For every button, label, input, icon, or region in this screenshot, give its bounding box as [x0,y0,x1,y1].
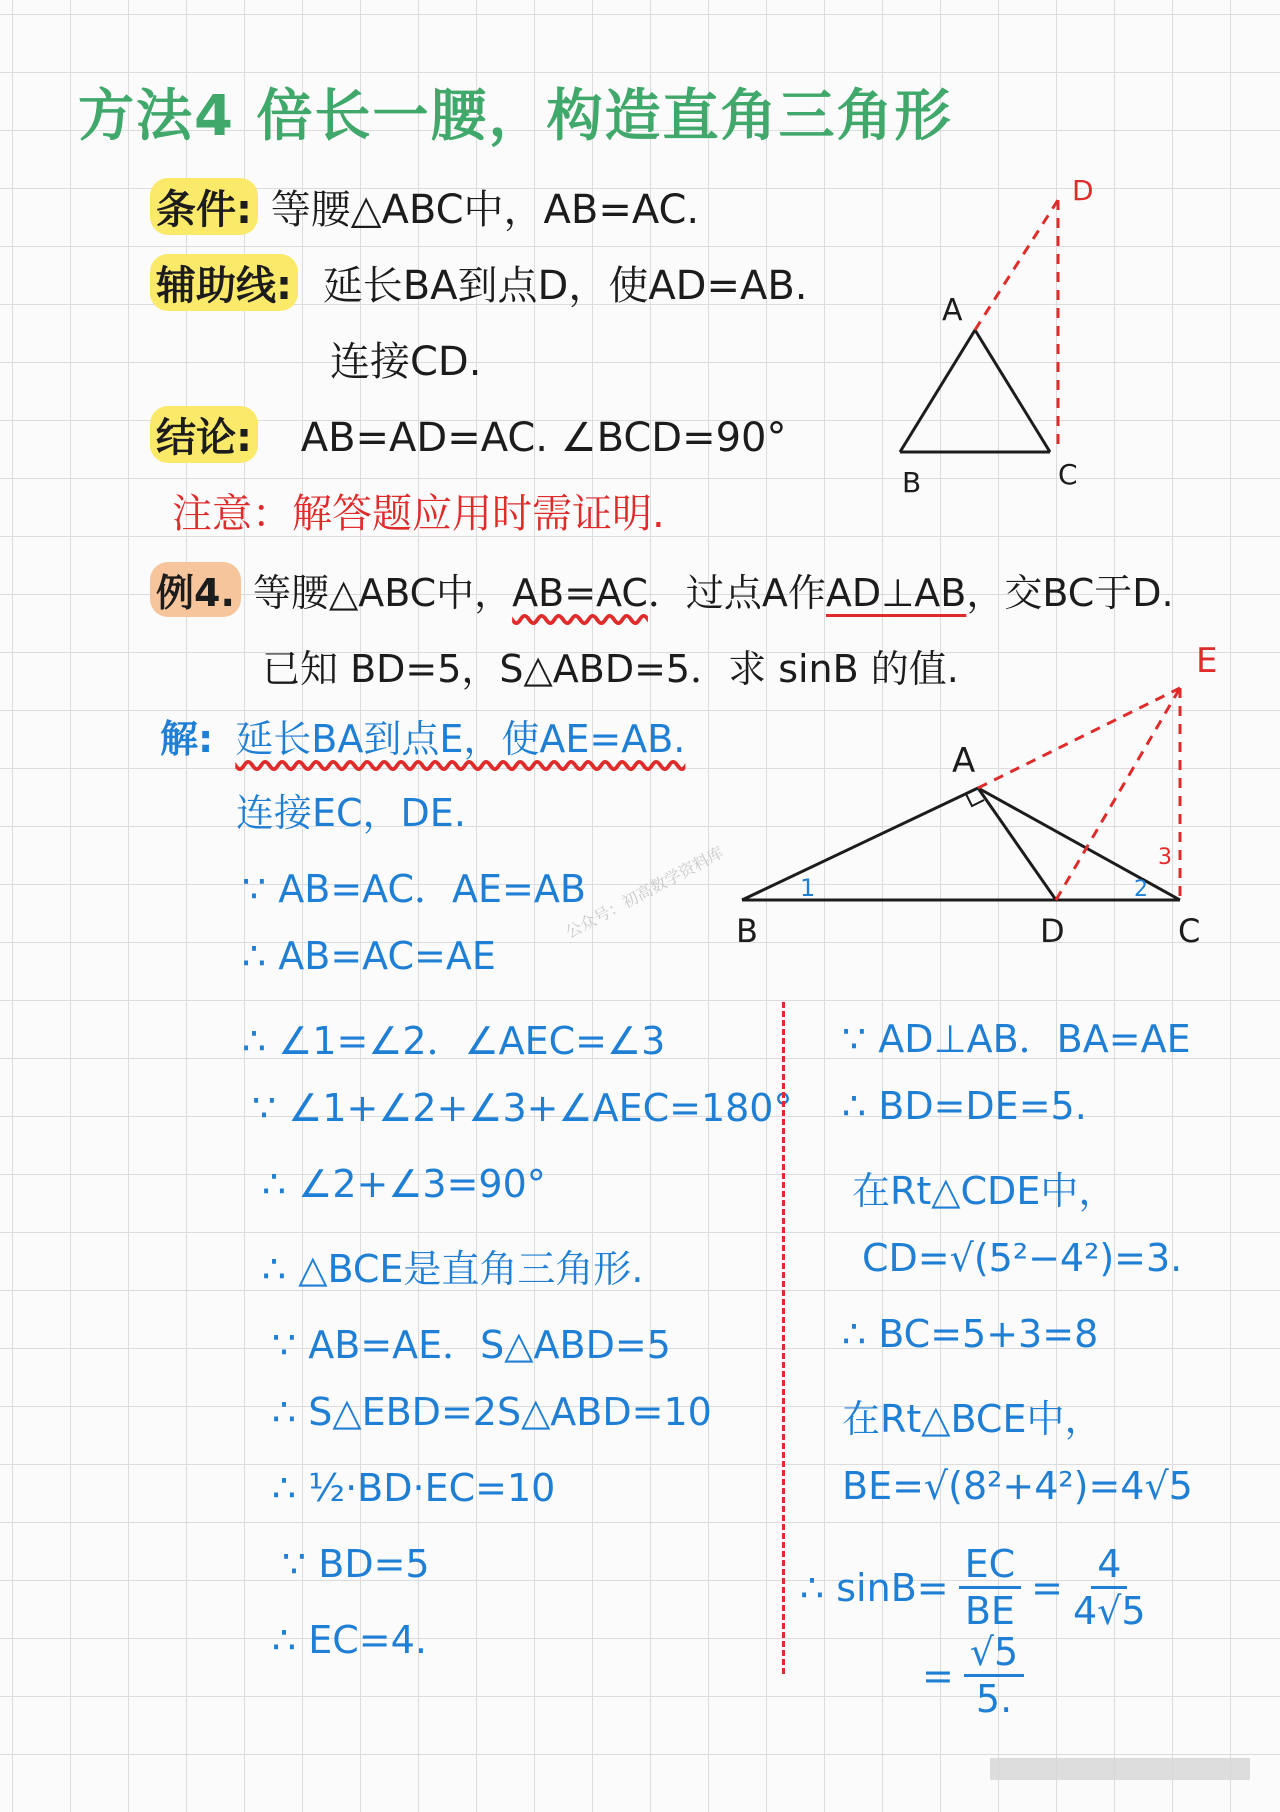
angle-label-3: 3 [1158,845,1172,870]
left-step: ∴ ½·BD·EC=10 [272,1466,556,1510]
condition-label: 条件: [150,178,258,235]
left-step: ∴ ∠2+∠3=90° [262,1162,546,1206]
page-title: 方法4 倍长一腰，构造直角三角形 [78,84,953,149]
aux-line [150,254,808,311]
solution-text-2: 连接EC，DE. [236,791,466,835]
left-step: ∵ AB=AE．S△ABD=5 [272,1323,671,1367]
fraction-root5-5 [964,1630,1024,1721]
right-step: CD=√(5²−4²)=3. [862,1236,1183,1280]
final-result [922,1630,1024,1721]
right-step: ∵ AD⊥AB．BA=AE [842,1017,1191,1061]
fraction-denominator: 4√5 [1073,1589,1146,1633]
figure-1-diagram [880,170,1120,500]
aux-text-2: 连接CD. [330,339,482,385]
segment-ad [978,788,1056,900]
right-step: BE=√(8²+4²)=4√5 [842,1464,1193,1508]
left-step: ∵ AB=AC．AE=AB [242,867,586,911]
aux-text-1: 延长BA到点D，使AD=AB. [322,263,808,309]
column-divider [782,1002,785,1674]
right-angle-mark-a [966,794,984,806]
left-step: ∵ ∠1+∠2+∠3+∠AEC=180° [252,1086,793,1130]
condition-line [150,178,699,235]
vertex-label-c: C [1178,912,1201,950]
example-label: 例4. [150,562,241,617]
segment-ac [978,788,1180,900]
aux-label: 辅助线: [150,254,298,311]
conclusion-label: 结论: [150,406,258,463]
fraction-denominator: BE [964,1589,1015,1633]
solution-line-1 [160,708,685,763]
angle-label-2: 2 [1134,877,1148,902]
note-text: 注意：解答题应用时需证明. [172,491,665,537]
example-text-1b: AB=AC [512,571,648,615]
vertex-label-a: A [952,741,976,781]
vertex-label-b: B [736,912,758,950]
segment-ab [900,330,975,452]
left-step: ∴ △BCE是直角三角形. [262,1247,644,1291]
vertex-label-d: D [1072,174,1094,207]
left-step: ∴ S△EBD=2S△ABD=10 [272,1390,712,1434]
solution-label: 解: [160,717,214,761]
fraction-ec-be [959,1542,1022,1633]
condition-text: 等腰△ABC中，AB=AC. [270,187,700,233]
example-text-2: 已知 BD=5，S△ABD=5．求 sinB 的值. [262,647,959,691]
example-text-1d: AD⊥AB [825,571,967,615]
segment-ab [742,788,978,900]
vertex-label-c: C [1058,458,1078,491]
fraction-denominator: 5. [975,1677,1013,1721]
fraction-4-4root5 [1073,1542,1146,1633]
angle-label-1: 1 [800,874,816,902]
right-step: ∴ BD=DE=5. [842,1084,1087,1128]
conclusion-line [150,406,786,463]
bottom-bar [990,1758,1250,1780]
right-step: ∴ BC=5+3=8 [842,1312,1099,1356]
fraction-numerator: 4 [1091,1542,1127,1589]
vertex-label-b: B [902,466,922,499]
left-step: ∴ ∠1=∠2．∠AEC=∠3 [242,1019,666,1063]
segment-ad-dashed [975,200,1058,330]
watermark-text: 公众号：初高数学资料库 [562,842,727,943]
example-line-1 [150,562,1174,617]
left-step: ∵ BD=5 [282,1542,430,1586]
fraction-numerator: EC [959,1542,1022,1589]
equals-sign: = [1031,1565,1063,1610]
conclusion-text: AB=AD=AC. ∠BCD=90° [300,415,787,461]
right-step: 在Rt△BCE中， [842,1397,1103,1441]
vertex-label-e: E [1196,641,1218,681]
example-text-1c: ．过点A作 [647,571,826,615]
solution-text-1: 延长BA到点E，使AE=AB. [235,717,686,761]
left-step: ∴ EC=4. [272,1618,427,1662]
fraction-numerator: √5 [964,1630,1024,1677]
sin-prefix: ∴ sinB= [800,1565,949,1610]
figure-2-diagram [730,640,1230,960]
example-text-1a: 等腰△ABC中， [252,571,513,615]
sin-result [800,1542,1156,1633]
example-text-1e: ，交BC于D. [966,571,1174,615]
left-step: ∴ AB=AC=AE [242,934,496,978]
segment-ac [975,330,1050,452]
right-step: 在Rt△CDE中， [852,1169,1117,1213]
vertex-label-a: A [942,293,963,328]
vertex-label-d: D [1040,912,1065,950]
final-equals-sign: = [922,1653,954,1698]
